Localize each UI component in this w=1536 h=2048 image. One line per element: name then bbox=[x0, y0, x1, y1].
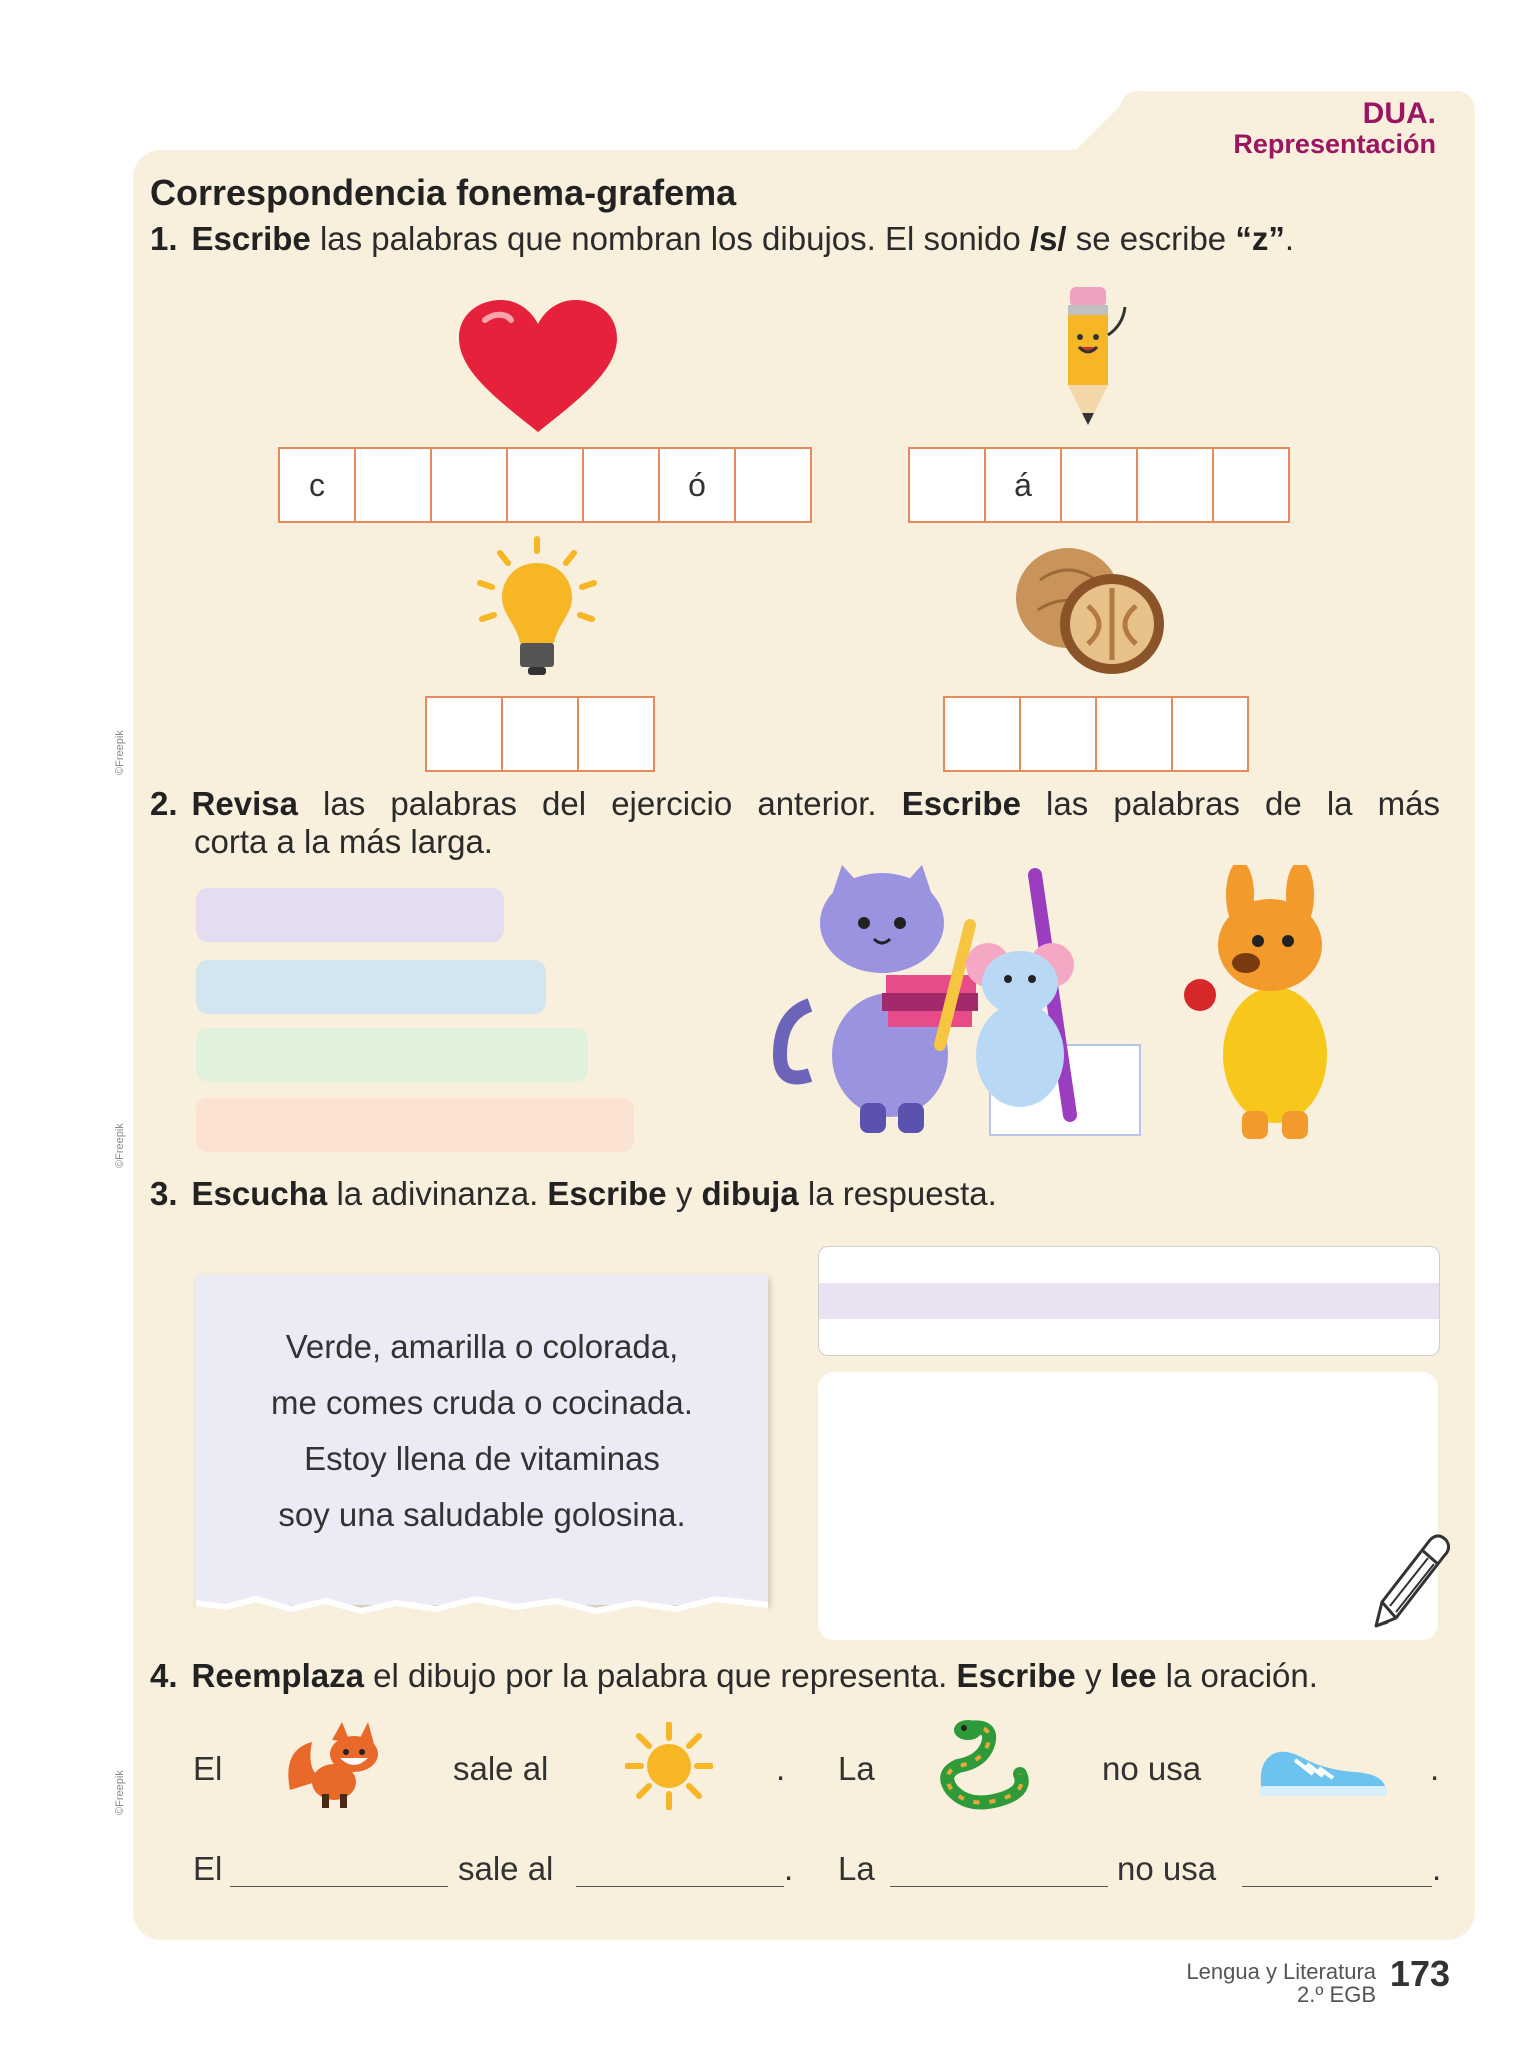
letter-box[interactable] bbox=[734, 447, 812, 523]
credit: ©Freepik bbox=[114, 1770, 126, 1815]
answer-bar-4[interactable] bbox=[196, 1098, 634, 1152]
words-no-usa: no usa bbox=[1102, 1750, 1202, 1787]
riddle-line: soy una saludable golosina. bbox=[278, 1496, 686, 1533]
letter-box[interactable] bbox=[430, 447, 508, 523]
question-4: 4. Reemplaza el dibujo por la palabra que representa. Escribe y lee la oración. bbox=[150, 1657, 1318, 1694]
answer-bar-3[interactable] bbox=[196, 1028, 588, 1082]
dog-icon bbox=[1184, 865, 1327, 1139]
torn-edge bbox=[196, 1591, 768, 1619]
animals-illustration bbox=[770, 865, 1390, 1145]
grade: 2.º EGB bbox=[1297, 1982, 1376, 2008]
blank-line[interactable] bbox=[230, 1886, 448, 1887]
letter-box[interactable]: á bbox=[984, 447, 1062, 523]
letter-box[interactable] bbox=[1019, 696, 1097, 772]
letter-box[interactable] bbox=[577, 696, 655, 772]
letter-box[interactable] bbox=[582, 447, 660, 523]
word-1-boxes bbox=[278, 447, 810, 523]
words-sale-al: sale al bbox=[458, 1850, 554, 1887]
credit: ©Freepik bbox=[114, 730, 126, 775]
letter-box[interactable] bbox=[943, 696, 1021, 772]
lightbulb-icon bbox=[470, 535, 605, 685]
credit: ©Freepik bbox=[114, 1123, 126, 1168]
drawing-area[interactable] bbox=[818, 1372, 1438, 1640]
word-3-boxes bbox=[425, 696, 653, 772]
footer bbox=[1186, 1960, 1376, 2006]
page-number: 173 bbox=[1389, 1953, 1450, 1994]
letter-box[interactable] bbox=[908, 447, 986, 523]
riddle-card bbox=[196, 1275, 768, 1605]
blank-line[interactable] bbox=[890, 1886, 1108, 1887]
word-4-boxes bbox=[943, 696, 1247, 772]
blank-line[interactable] bbox=[576, 1886, 784, 1887]
letter-box[interactable] bbox=[1212, 447, 1290, 523]
riddle-answer-field[interactable] bbox=[818, 1246, 1440, 1356]
snake-icon bbox=[938, 1718, 1038, 1812]
question-1: 1. Escribe las palabras que nombran los dibujos. El sonido /s/ se escribe “z”. bbox=[150, 220, 1295, 257]
word-la: La bbox=[838, 1850, 875, 1887]
letter-box[interactable] bbox=[506, 447, 584, 523]
answer-bar-2[interactable] bbox=[196, 960, 546, 1014]
heart-icon bbox=[455, 298, 621, 436]
sneaker-icon bbox=[1255, 1740, 1390, 1800]
word-2-boxes bbox=[908, 447, 1288, 523]
word-el: El bbox=[193, 1850, 223, 1887]
answer-bar-1[interactable] bbox=[196, 888, 504, 942]
words-no-usa: no usa bbox=[1117, 1850, 1217, 1887]
letter-box[interactable] bbox=[1095, 696, 1173, 772]
letter-box[interactable] bbox=[425, 696, 503, 772]
letter-box[interactable] bbox=[354, 447, 432, 523]
letter-box[interactable] bbox=[1171, 696, 1249, 772]
period: . bbox=[1432, 1850, 1442, 1887]
fox-icon bbox=[282, 1720, 387, 1810]
letter-box[interactable] bbox=[501, 696, 579, 772]
question-3: 3. Escucha la adivinanza. Escribe y dibuja la respuesta. bbox=[150, 1175, 997, 1212]
pencil-character-icon bbox=[1045, 285, 1135, 435]
sun-icon bbox=[625, 1722, 713, 1810]
word-el: El bbox=[193, 1750, 223, 1787]
letter-box[interactable] bbox=[1060, 447, 1138, 523]
question-2: 2. Revisa las palabras del ejercicio anterior. Escribe las palabras de la más corta a la más larga. bbox=[150, 785, 1440, 860]
words-sale-al: sale al bbox=[453, 1750, 549, 1787]
pencil-icon bbox=[1366, 1530, 1450, 1634]
letter-box[interactable]: c bbox=[278, 447, 356, 523]
period: . bbox=[784, 1850, 794, 1887]
letter-box[interactable]: ó bbox=[658, 447, 736, 523]
dua-label: DUA. Representación bbox=[1233, 97, 1436, 159]
word-la: La bbox=[838, 1750, 875, 1787]
riddle-line: Verde, amarilla o colorada, bbox=[285, 1328, 679, 1365]
letter-box[interactable] bbox=[1136, 447, 1214, 523]
subject: Lengua y Literatura bbox=[1186, 1959, 1376, 1984]
riddle-line: Estoy llena de vitaminas bbox=[304, 1440, 660, 1477]
blank-line[interactable] bbox=[1242, 1886, 1432, 1887]
walnut-icon bbox=[1010, 540, 1170, 680]
period: . bbox=[776, 1750, 786, 1787]
section-title: Correspondencia fonema-grafema bbox=[150, 172, 737, 213]
period: . bbox=[1430, 1750, 1440, 1787]
riddle-line: me comes cruda o cocinada. bbox=[271, 1384, 693, 1421]
